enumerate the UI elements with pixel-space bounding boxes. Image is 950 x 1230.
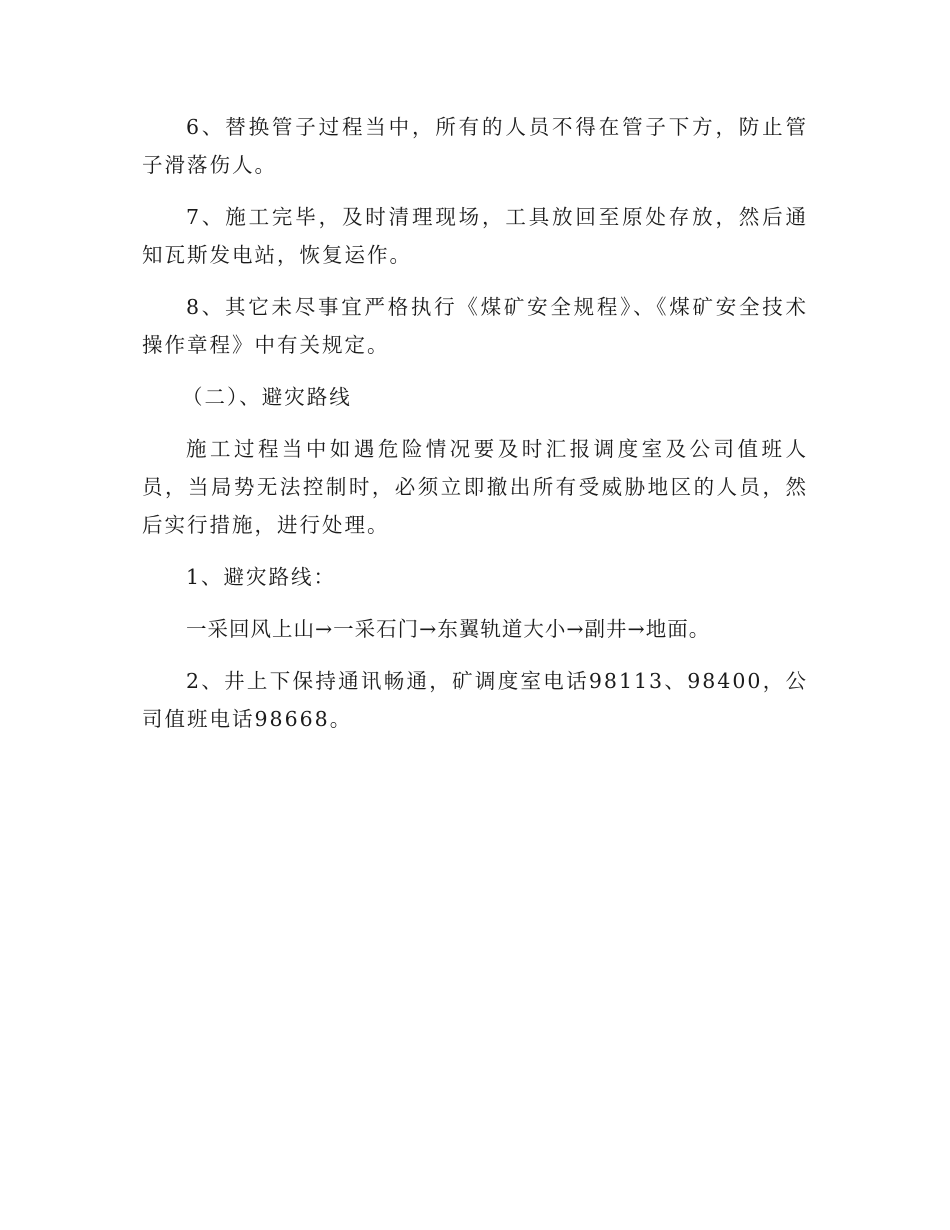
paragraph-communication-phones: 2、井上下保持通讯畅通，矿调度室电话98113、98400，公司值班电话98668。 <box>142 669 808 731</box>
paragraph-escape-route-label: 1、避灾路线： <box>186 565 337 589</box>
paragraph-escape-route-path: 一采回风上山→一采石门→东翼轨道大小→副井→地面。 <box>186 617 711 641</box>
section-heading-escape-route: （二）、避灾路线 <box>182 385 352 409</box>
paragraph-item-8: 8、其它未尽事宜严格执行《煤矿安全规程》、《煤矿安全技术操作章程》中有关规定。 <box>142 295 808 357</box>
paragraph-item-6: 6、替换管子过程当中，所有的人员不得在管子下方，防止管子滑落伤人。 <box>142 115 808 177</box>
document-body <box>142 108 808 752</box>
paragraph-emergency-procedure: 施工过程当中如遇危险情况要及时汇报调度室及公司值班人员，当局势无法控制时，必须立即撤出所有受威胁地区的人员，然后实行措施，进行处理。 <box>142 437 808 537</box>
paragraph-item-7: 7、施工完毕，及时清理现场，工具放回至原处存放，然后通知瓦斯发电站，恢复运作。 <box>142 205 808 267</box>
